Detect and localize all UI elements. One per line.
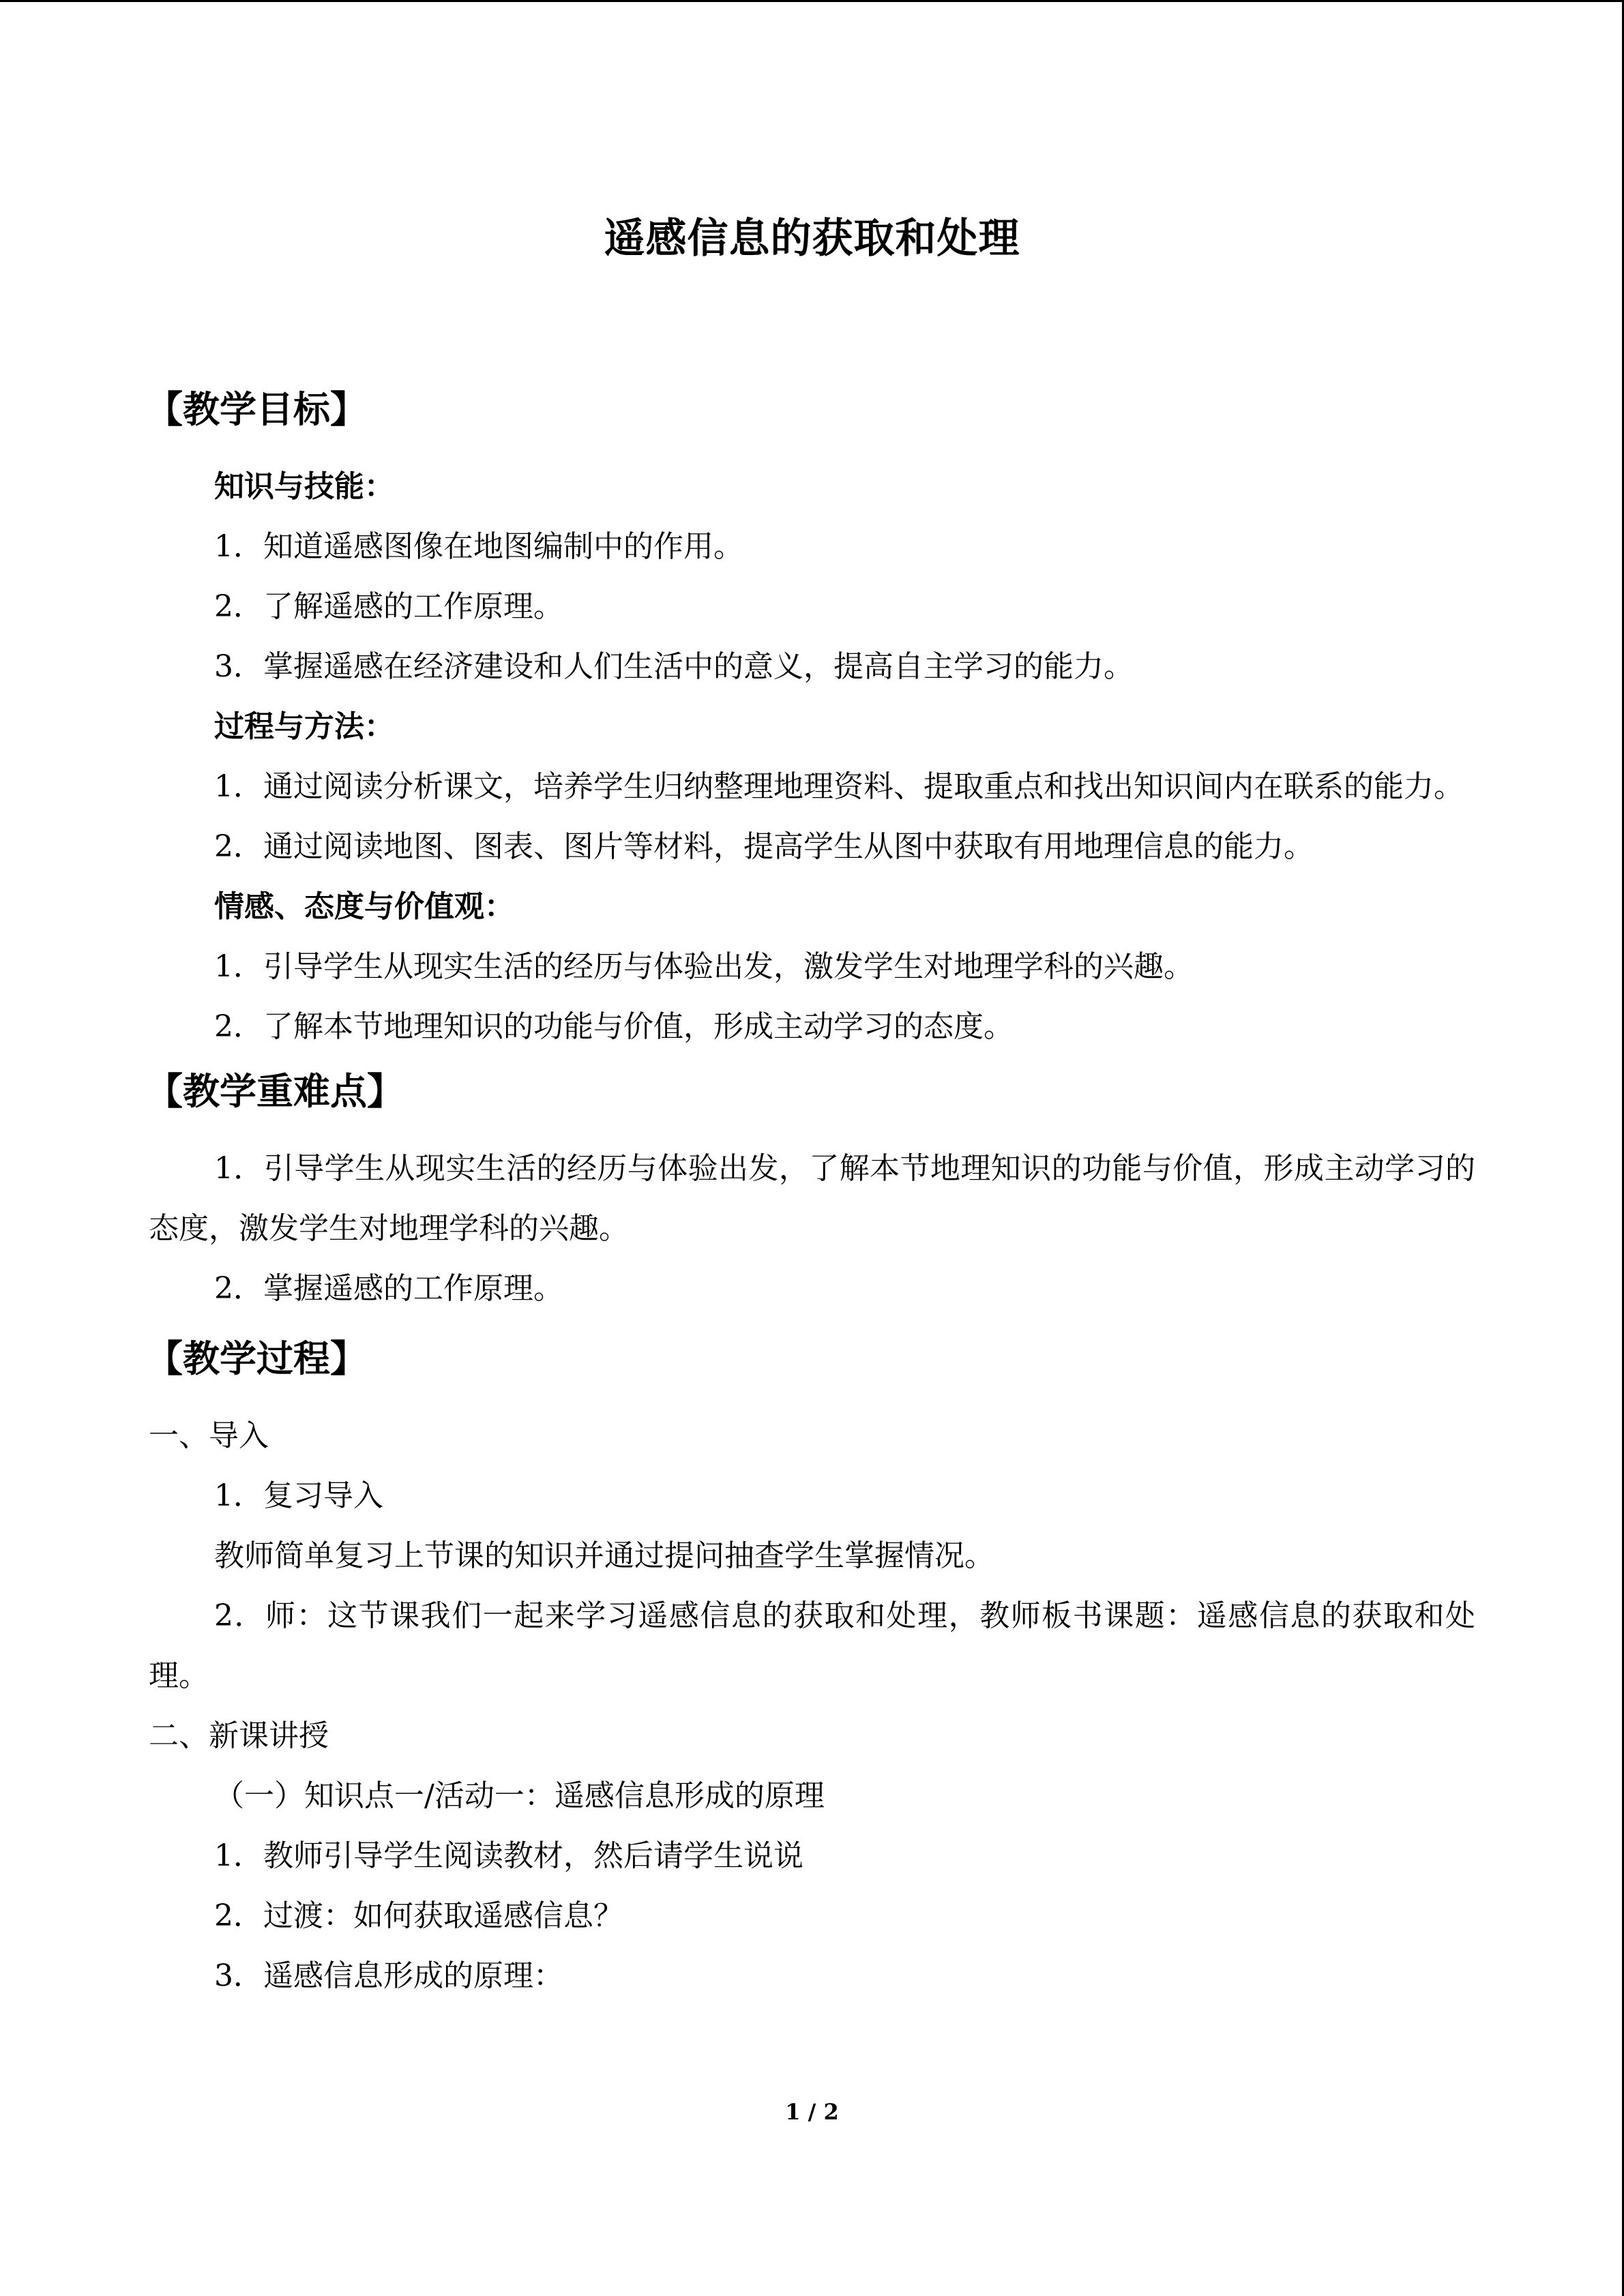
document-body [146, 382, 1475, 2006]
paragraph: 3．掌握遥感在经济建设和人们生活中的意义，提高自主学习的能力。 [214, 649, 1134, 684]
paragraph: 一、导入 [149, 1418, 269, 1453]
section-heading: 【教学重难点】 [146, 1069, 404, 1113]
paragraph: 1．教师引导学生阅读教材，然后请学生说说 [214, 1838, 803, 1873]
paragraph: 1．知道遥感图像在地图编制中的作用。 [214, 529, 743, 564]
paragraph: 1．引导学生从现实生活的经历与体验出发，激发学生对地理学科的兴趣。 [214, 949, 1194, 984]
paragraph: 1．通过阅读分析课文，培养学生归纳整理地理资料、提取重点和找出知识间内在联系的能力。 [214, 769, 1464, 804]
page-number: 1 / 2 [785, 2099, 839, 2125]
section-heading: 【教学过程】 [146, 1337, 367, 1380]
paragraph: 1．复习导入 [214, 1478, 383, 1513]
paragraph: 教师简单复习上节课的知识并通过提问抽查学生掌握情况。 [214, 1538, 994, 1573]
paragraph: 2．掌握遥感的工作原理。 [214, 1271, 563, 1306]
paragraph: 2．过渡：如何获取遥感信息？ [214, 1898, 623, 1933]
paragraph: 2．通过阅读地图、图表、图片等材料，提高学生从图中获取有用地理信息的能力。 [214, 829, 1314, 864]
subheading: 过程与方法： [214, 709, 394, 744]
document-title: 遥感信息的获取和处理 [604, 215, 1020, 263]
subheading: 情感、态度与价值观： [214, 889, 514, 924]
section-heading: 【教学目标】 [146, 387, 367, 431]
paragraph: 3．遥感信息形成的原理： [214, 1958, 563, 1993]
paragraph: 2．师：这节课我们一起来学习遥感信息的获取和处理，教师板书课题：遥感信息的获取和处理。 [149, 1598, 1475, 1693]
paragraph: 1．引导学生从现实生活的经历与体验出发，了解本节地理知识的功能与价值，形成主动学习的态度，激发学生对地理学科的兴趣。 [149, 1151, 1475, 1246]
subheading: 知识与技能： [214, 469, 394, 504]
paragraph: 2．了解遥感的工作原理。 [214, 589, 563, 624]
paragraph: 2．了解本节地理知识的功能与价值，形成主动学习的态度。 [214, 1009, 1014, 1044]
paragraph: （一）知识点一/活动一：遥感信息形成的原理 [214, 1778, 825, 1813]
paragraph: 二、新课讲授 [149, 1718, 329, 1753]
